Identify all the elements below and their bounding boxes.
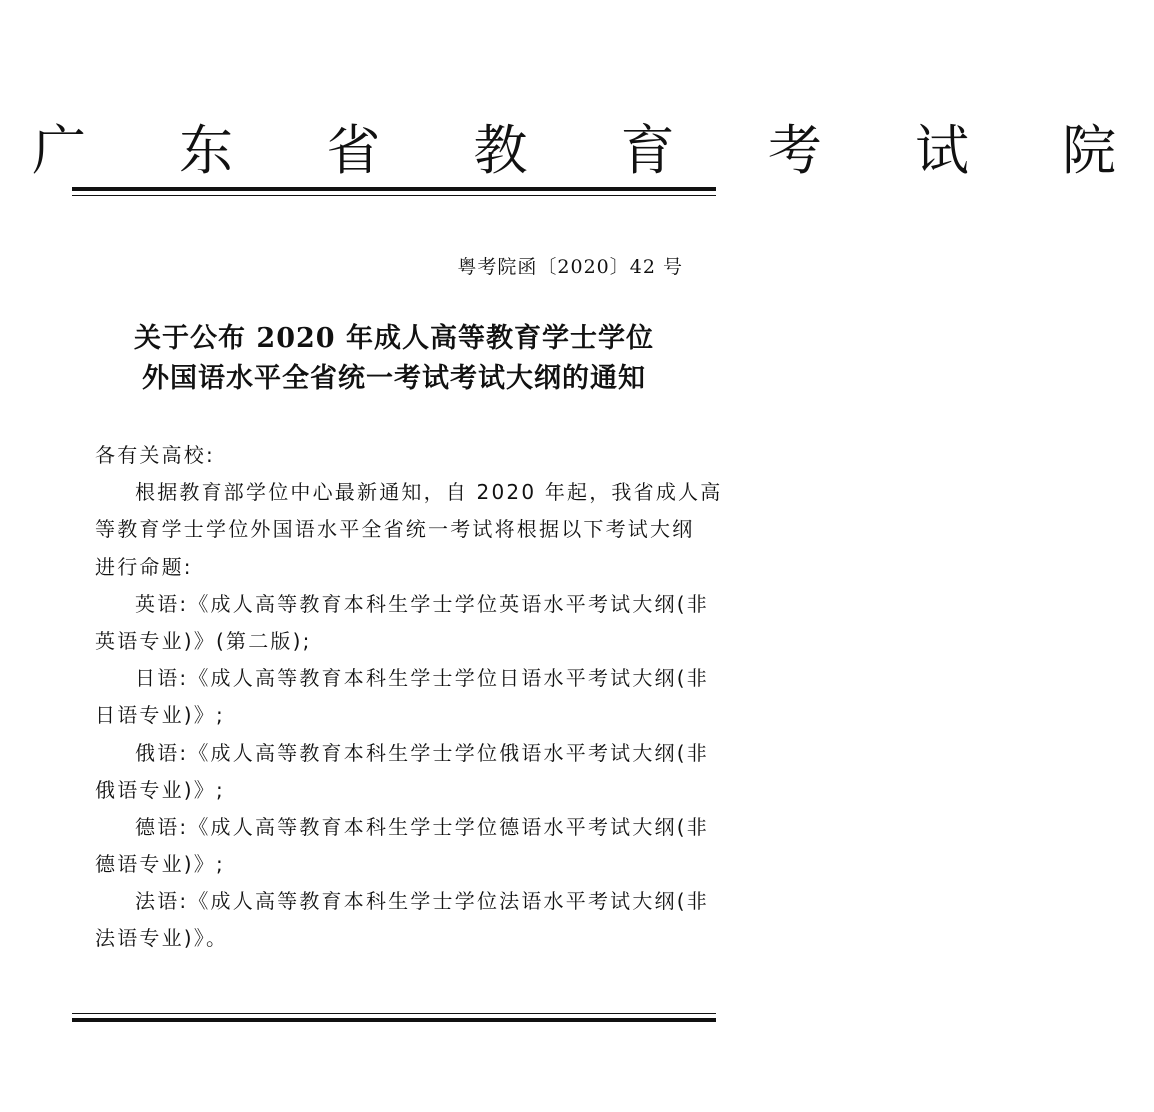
notice-body bbox=[95, 437, 723, 958]
syllabus-french-line-1: 法语:《成人高等教育本科生学士学位法语水平考试大纲(非 bbox=[135, 889, 709, 914]
intro-line: 进行命题: bbox=[95, 554, 193, 579]
syllabus-japanese-line-1: 日语:《成人高等教育本科生学士学位日语水平考试大纲(非 bbox=[135, 666, 709, 691]
syllabus-french-line-2: 法语专业)》。 bbox=[95, 926, 229, 951]
intro-line: 等教育学士学位外国语水平全省统一考试将根据以下考试大纲 bbox=[95, 517, 695, 542]
document-number: 粤考院函〔2020〕42 号 bbox=[457, 256, 683, 278]
intro-line: 根据教育部学位中心最新通知，自 2020 年起，我省成人高 bbox=[135, 480, 723, 505]
syllabus-russian-line-1: 俄语:《成人高等教育本科生学士学位俄语水平考试大纲(非 bbox=[135, 740, 709, 765]
notice-title-line-1: 关于公布 2020 年成人高等教育学士学位 bbox=[134, 323, 654, 354]
syllabus-english-line-1: 英语:《成人高等教育本科生学士学位英语水平考试大纲(非 bbox=[135, 591, 709, 616]
syllabus-german-line-1: 德语:《成人高等教育本科生学士学位德语水平考试大纲(非 bbox=[135, 814, 709, 839]
header-rule-thick bbox=[72, 187, 716, 191]
syllabus-german-line-2: 德语专业)》; bbox=[95, 852, 225, 877]
header-rule-thin bbox=[72, 195, 716, 196]
syllabus-english-line-2: 英语专业)》(第二版); bbox=[95, 628, 312, 653]
footer-rule-thick bbox=[72, 1018, 716, 1022]
footer-rule-thin bbox=[72, 1013, 716, 1014]
notice-title-line-2: 外国语水平全省统一考试考试大纲的通知 bbox=[142, 363, 646, 394]
syllabus-russian-line-2: 俄语专业)》; bbox=[95, 777, 225, 802]
salutation: 各有关高校: bbox=[95, 443, 215, 467]
issuer-name-header: 广 东 省 教 育 考 试 院 bbox=[32, 119, 1154, 182]
syllabus-japanese-line-2: 日语专业)》; bbox=[95, 703, 225, 728]
